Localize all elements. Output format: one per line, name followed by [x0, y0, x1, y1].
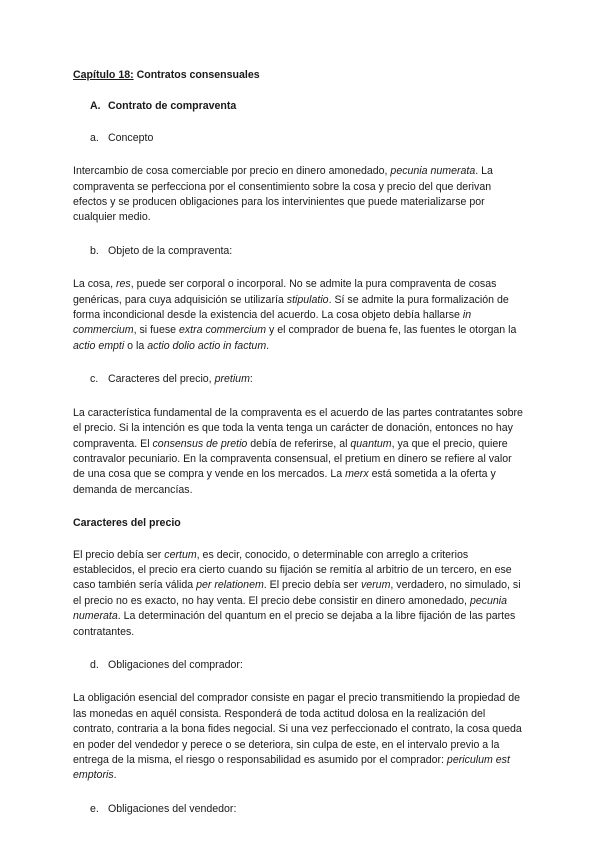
text-run: o la	[124, 339, 148, 352]
document-page	[73, 68, 523, 835]
subsection-a-title: Concepto	[108, 131, 154, 144]
subsection-c-title-italic: pretium	[214, 373, 250, 386]
italic-term: extra commercium	[178, 324, 267, 337]
subsection-c-number: c.	[90, 373, 99, 386]
subsection-b-number: b.	[90, 244, 99, 257]
text-run: . Sí se admite la pura formalización de forma incondicional desde la existencia del acuerdo. La cosa objeto debía hallarse	[73, 293, 509, 322]
italic-term: pecunia numerata	[73, 594, 508, 623]
text-run: .	[113, 769, 117, 782]
text-run: , puede ser corporal o incorporal. No se admite la pura compraventa de cosas genéricas, para cuya adquisición se utilizaría	[73, 278, 497, 306]
italic-term: certum	[164, 548, 197, 561]
italic-term: consensus de pretio	[152, 437, 248, 450]
subsection-d-heading	[90, 658, 523, 673]
subsection-b-title: Objeto de la compraventa:	[108, 244, 233, 257]
text-run: .	[266, 339, 270, 352]
text-run: . La compraventa se perfecciona por el consentimiento sobre la cosa y precio del que derivan efectos y se producen obligaciones para los intervinientes que puede materializarse por cualquier medio.	[73, 165, 493, 224]
italic-term: actio dolio actio in factum	[147, 339, 267, 352]
section-a-heading	[90, 99, 523, 114]
italic-term: per relationem	[196, 579, 264, 592]
paragraph-objeto	[73, 277, 523, 354]
subsection-d-number: d.	[90, 658, 99, 671]
paragraph-comprador	[73, 691, 523, 783]
subsection-d-title: Obligaciones del comprador:	[108, 658, 243, 671]
text-run: . El precio debía ser	[263, 579, 361, 592]
italic-term: stipulatio	[286, 293, 329, 306]
text-run: , es decir, conocido, o determinable con arreglo a criterios establecidos, el precio era cierto cuando su fijación se remitía al arbitrio de un tercero, en ese caso también sería válida	[73, 548, 512, 592]
subsection-e-heading	[90, 802, 523, 817]
italic-term: res	[116, 278, 131, 291]
paragraph-caracteres	[73, 406, 523, 498]
text-run: La cosa,	[73, 278, 116, 291]
heading-caracteres-precio: Caracteres del precio	[73, 517, 181, 530]
text-run: El precio debía ser	[73, 548, 165, 561]
chapter-label: Capítulo 18:	[73, 69, 134, 81]
italic-term: verum	[360, 579, 391, 592]
text-run: . La determinación del quantum en el precio se dejaba a la libre fijación de las partes contratantes.	[73, 610, 516, 638]
text-run: , ya que el precio, quiere contravalor pecuniario. En la compraventa consensual, el pretium en dinero se refiere al valor de una cosa que se compra y vende en los mercados. La	[73, 437, 512, 481]
subsection-b-heading	[90, 244, 523, 259]
italic-term: merx	[345, 468, 369, 481]
text-run: La característica fundamental de la compraventa es el acuerdo de las partes contratantes sobre el precio. Si la intención es que toda la venta tenga un carácter de donación, entonces no hay compraventa. El	[73, 406, 523, 450]
paragraph-concepto	[73, 164, 523, 226]
italic-term: periculum est emptoris	[73, 754, 510, 782]
text-run: Intercambio de cosa comerciable por precio en dinero amonedado,	[73, 165, 391, 178]
text-run: está sometida a la oferta y demanda de mercancías.	[73, 468, 496, 496]
section-a-title: Contrato de compraventa	[108, 100, 237, 113]
subsection-a-heading	[90, 131, 523, 146]
section-a-number: A.	[90, 100, 101, 113]
italic-term: pecunia numerata	[390, 165, 476, 178]
chapter-name: Contratos consensuales	[133, 69, 260, 81]
text-run: La obligación esencial del comprador consiste en pagar el precio transmitiendo la propiedad de las monedas en aquél consista. Responderá de toda actitud dolosa en la realización del contrato, contraria a la bona fides negocial. Si una vez perfeccionado el contrato, la cosa queda en poder del vendedor y perece o se deteriora, sin culpa de este, en el intervalo previo a la entrega de la misma, el riesgo o responsabilidad es asumido por el comprador:	[73, 692, 522, 766]
subsection-e-number: e.	[90, 802, 99, 815]
subsection-e-title: Obligaciones del vendedor:	[108, 802, 237, 815]
text-run: , verdadero, no simulado, si el precio no es exacto, no hay venta. El precio debe consistir en dinero amonedado,	[73, 579, 521, 607]
text-run: y el comprador de buena fe, las fuentes le otorgan la	[266, 324, 517, 337]
chapter-title	[73, 68, 523, 83]
text-run: debía de referirse, al	[247, 437, 351, 450]
subsection-a-number: a.	[90, 131, 99, 144]
paragraph-precio	[73, 548, 523, 640]
italic-term: quantum	[350, 437, 392, 450]
italic-term: actio empti	[73, 339, 125, 352]
italic-term: in commercium	[73, 309, 472, 337]
subsection-c-title: Caracteres del precio,	[108, 373, 215, 386]
text-run: , si fuese	[133, 324, 179, 337]
subsection-c-title-end: :	[249, 373, 253, 386]
subsection-c-heading	[90, 372, 523, 387]
